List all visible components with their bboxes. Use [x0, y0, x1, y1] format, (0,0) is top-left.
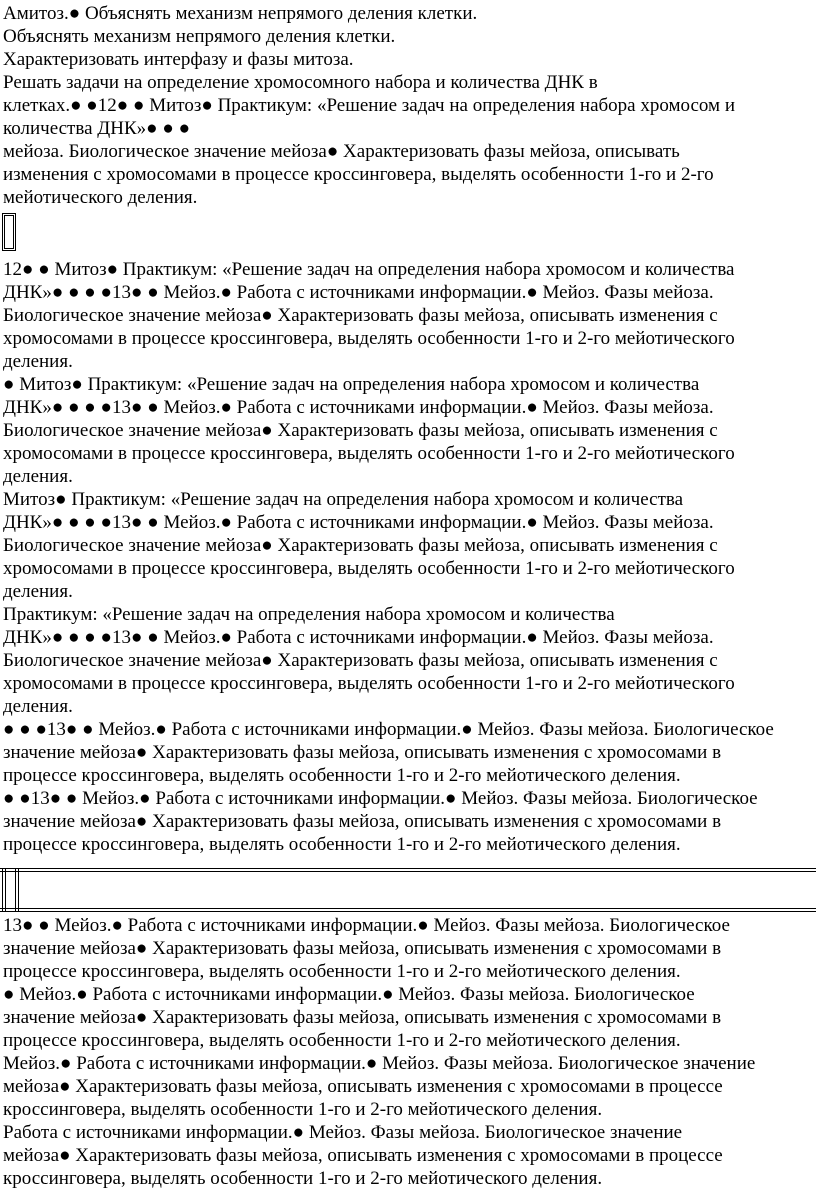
text-line: кроссинговера, выделять особенности 1-го и 2-го мейотического деления. — [3, 1099, 603, 1120]
text-block-1 — [3, 2, 813, 209]
text-line: Амитоз.● Объяснять механизм непрямого деления клетки. — [3, 3, 478, 24]
text-line: хромосомами в процессе кроссинговера, выделять особенности 1-го и 2-го мейотического — [3, 673, 735, 694]
text-line: значение мейоза● Характеризовать фазы мейоза, описывать изменения с хромосомами в — [3, 742, 722, 763]
text-line: Митоз● Практикум: «Решение задач на определения набора хромосом и количества — [3, 489, 684, 510]
table-border-line — [5, 868, 6, 912]
text-line: Биологическое значение мейоза● Характеризовать фазы мейоза, описывать изменения с — [3, 650, 718, 671]
text-line: процессе кроссинговера, выделять особенности 1-го и 2-го мейотического деления. — [3, 1030, 681, 1051]
text-block-2 — [3, 258, 813, 856]
text-line: Биологическое значение мейоза● Характеризовать фазы мейоза, описывать изменения с — [3, 420, 718, 441]
text-line: ДНК»● ● ● ●13● ● Мейоз.● Работа с источниками информации.● Мейоз. Фазы мейоза. — [3, 397, 714, 418]
text-line: деления. — [3, 466, 73, 487]
text-line: количества ДНК»● ● ● — [3, 118, 191, 139]
text-line: Практикум: «Решение задач на определения набора хромосом и количества — [3, 604, 615, 625]
text-line: значение мейоза● Характеризовать фазы мейоза, описывать изменения с хромосомами в — [3, 938, 722, 959]
text-line: ● Митоз● Практикум: «Решение задач на определения набора хромосом и количества — [3, 374, 700, 395]
table-border-line — [0, 908, 816, 909]
table-border-line — [0, 911, 816, 912]
text-line: значение мейоза● Характеризовать фазы мейоза, описывать изменения с хромосомами в — [3, 811, 722, 832]
table-border-line — [0, 871, 816, 872]
text-line: Мейоз.● Работа с источниками информации.● Мейоз. Фазы мейоза. Биологическое значение — [3, 1053, 756, 1074]
text-line: хромосомами в процессе кроссинговера, выделять особенности 1-го и 2-го мейотического — [3, 558, 735, 579]
text-line: деления. — [3, 696, 73, 717]
text-block-3 — [3, 914, 813, 1190]
table-border-line — [2, 868, 3, 912]
text-line: хромосомами в процессе кроссинговера, выделять особенности 1-го и 2-го мейотического — [3, 328, 735, 349]
text-line: процессе кроссинговера, выделять особенности 1-го и 2-го мейотического деления. — [3, 765, 681, 786]
table-border-line — [18, 868, 19, 912]
text-line: Биологическое значение мейоза● Характеризовать фазы мейоза, описывать изменения с — [3, 535, 718, 556]
text-line: изменения с хромосомами в процессе кроссинговера, выделять особенности 1-го и 2-го — [3, 164, 714, 185]
table-border-line — [0, 868, 816, 869]
table-border-row — [0, 868, 816, 912]
text-line: Характеризовать интерфазу и фазы митоза. — [3, 49, 354, 70]
text-line: деления. — [3, 351, 73, 372]
text-line: мейоза. Биологическое значение мейоза● Характеризовать фазы мейоза, описывать — [3, 141, 680, 162]
text-line: ДНК»● ● ● ●13● ● Мейоз.● Работа с источниками информации.● Мейоз. Фазы мейоза. — [3, 282, 714, 303]
text-line: Биологическое значение мейоза● Характеризовать фазы мейоза, описывать изменения с — [3, 305, 718, 326]
text-line: ● ●13● ● Мейоз.● Работа с источниками информации.● Мейоз. Фазы мейоза. Биологическое — [3, 788, 758, 809]
text-line: хромосомами в процессе кроссинговера, выделять особенности 1-го и 2-го мейотического — [3, 443, 735, 464]
text-line: мейоза● Характеризовать фазы мейоза, описывать изменения с хромосомами в процессе — [3, 1076, 723, 1097]
text-line: Работа с источниками информации.● Мейоз. Фазы мейоза. Биологическое значение — [3, 1122, 683, 1143]
text-line: значение мейоза● Характеризовать фазы мейоза, описывать изменения с хромосомами в — [3, 1007, 722, 1028]
text-line: ● Мейоз.● Работа с источниками информации.● Мейоз. Фазы мейоза. Биологическое — [3, 984, 695, 1005]
text-line: процессе кроссинговера, выделять особенности 1-го и 2-го мейотического деления. — [3, 834, 681, 855]
text-line: ● ● ●13● ● Мейоз.● Работа с источниками информации.● Мейоз. Фазы мейоза. Биологическое — [3, 719, 774, 740]
text-line: ДНК»● ● ● ●13● ● Мейоз.● Работа с источниками информации.● Мейоз. Фазы мейоза. — [3, 512, 714, 533]
text-line: клетках.● ●12● ● Митоз● Практикум: «Решение задач на определения набора хромосом и — [3, 95, 736, 116]
text-line: 13● ● Мейоз.● Работа с источниками информации.● Мейоз. Фазы мейоза. Биологическое — [3, 915, 730, 936]
text-line: кроссинговера, выделять особенности 1-го и 2-го мейотического деления. — [3, 1168, 603, 1189]
text-line: деления. — [3, 581, 73, 602]
text-line: Решать задачи на определение хромосомного набора и количества ДНК в — [3, 72, 598, 93]
table-cell-box — [2, 213, 16, 251]
text-line: процессе кроссинговера, выделять особенности 1-го и 2-го мейотического деления. — [3, 961, 681, 982]
text-line: Объяснять механизм непрямого деления клетки. — [3, 26, 396, 47]
text-line: ДНК»● ● ● ●13● ● Мейоз.● Работа с источниками информации.● Мейоз. Фазы мейоза. — [3, 627, 714, 648]
text-line: мейоза● Характеризовать фазы мейоза, описывать изменения с хромосомами в процессе — [3, 1145, 723, 1166]
text-line: мейотического деления. — [3, 187, 198, 208]
table-border-line — [15, 868, 16, 912]
text-line: 12● ● Митоз● Практикум: «Решение задач на определения набора хромосом и количества — [3, 259, 735, 280]
